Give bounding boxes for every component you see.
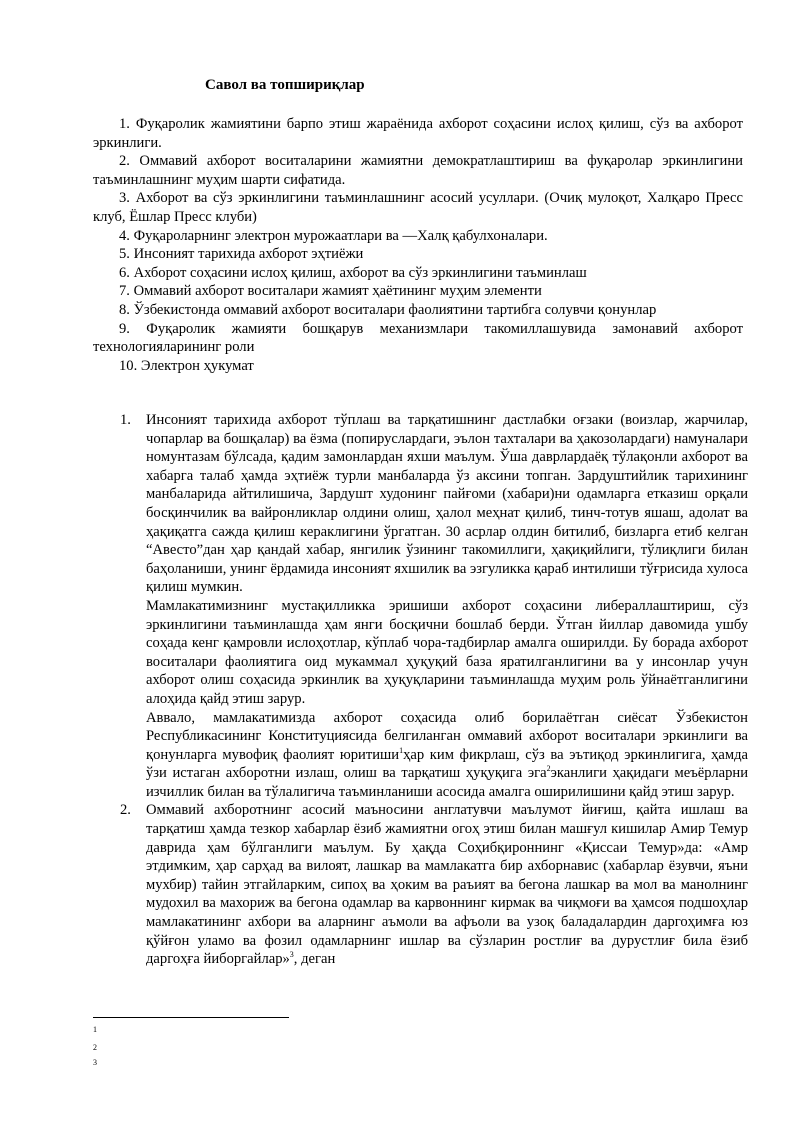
question-item: 3. Ахборот ва сўз эркинлигини таъминлашнинг асосий усуллари. (Очиқ мулоқот, Халқаро Пресс клуб, Ёшлар Пресс клуби) <box>93 190 743 225</box>
section-heading: Савол ва топшириқлар <box>205 77 365 93</box>
question-item: 10. Электрон ҳукумат <box>119 357 254 374</box>
answer-item-1 <box>120 411 748 801</box>
footnote-number: 1 <box>93 1025 97 1034</box>
paragraph-text: Аввало, мамлакатимизда ахборот соҳасида олиб борилаётган сиёсат Ўзбекистон Республикасининг Конституциясида белгиланган оммавий ахборот воситалари эркинлиги ва қонунларга мувофиқ фаолият юритиши <box>146 709 748 763</box>
answer-paragraph: Мамлакатимизнинг мустақилликка эришиши ахборот соҳасини либераллаштириш, сўз эркинлигини таъминлашда ҳам янги босқични бошлаб берди. Ўтган йиллар давомида ушбу соҳада кенг қамровли ислоҳотлар, кўплаб чора-тадбирлар амалга оширилди. Бу борада ахборот воситалари фаолиятига оид мукаммал ҳуқуқий база яратилганлигини ва у инсонлар учун ахборот олиш соҳасида эркинлик ва ҳуқуқларини таъминлашда муҳим роль ўйнаётганлигини алоҳида қайд этиш зарур. <box>146 597 748 707</box>
question-item: 7. Оммавий ахборот воситалари жамият ҳаётининг муҳим элементи <box>119 283 542 300</box>
footnote-ref[interactable]: 3 <box>289 950 294 960</box>
question-item: 5. Инсоният тарихида ахборот эҳтиёжи <box>119 246 364 263</box>
footnote-ref[interactable]: 1 <box>399 745 404 755</box>
question-item: 2. Оммавий ахборот воситаларини жамиятни демократлаштириш ва фуқаролар эркинлигини таъминлашнинг муҳим шарти сифатида. <box>93 153 743 188</box>
footnote-number: 2 <box>93 1043 97 1052</box>
paragraph-text: ҳар ким фикрлаш, сўз ва эътиқод эркинлигига, ҳамда ўзи истаган ахборотни излаш, олиш ва тарқатиш ҳуқуқига эга <box>146 746 748 782</box>
question-item: 6. Ахборот соҳасини ислоҳ қилиш, ахборот ва сўз эркинлигини таъминлаш <box>119 264 587 281</box>
question-list <box>93 115 743 375</box>
answer-body <box>146 411 748 801</box>
answer-paragraph <box>146 709 748 802</box>
answer-paragraph <box>146 801 748 968</box>
answer-number: 1. <box>120 412 131 428</box>
question-item: 8. Ўзбекистонда оммавий ахборот воситалари фаолиятини тартибга солувчи қонунлар <box>119 301 657 318</box>
footnote-number: 3 <box>93 1058 97 1067</box>
answer-body <box>146 801 748 968</box>
paragraph-text: , деган <box>293 951 336 968</box>
answer-list <box>120 411 748 969</box>
paragraph-text: Оммавий ахборотнинг асосий маъносини англатувчи маълумот йиғиш, қайта ишлаш ва тарқатиш ҳамда тезкор хабарлар ёзиб жамиятни огоҳ этиш билан машғул кишилар Амир Темур даврида ҳам бўлганлиги маълум. Бу ҳақда Соҳибқироннинг «Қиссаи Темур»да: «Амр этдимким, ҳар сарҳад ва вилоят, лашкар ва мамлакатга бир ахборнавис (хабарлар ёзувчи, яъни мухбир) тайин этгайларким, сипоҳ ва ҳоким ва раъият ва бегона лашкар ва мол ва манолнинг мудохил ва махориж ва бегона одамлар ва карвоннинг кирмак ва чиқмоғи ва ҳамсоя подшоҳлар мамлакатининг ахбори ва аларнинг аъмоли ва афъоли ва узоқ баладалардин даргоҳимға юз қўйғон уламо ва фозил одамларнинг ишлар ва сўзларин ростлиғ ва дурустлиғ била ёзиб даргоҳға йиборгайлар» <box>146 802 748 968</box>
answer-number: 2. <box>120 802 131 819</box>
footnote-ref[interactable]: 2 <box>546 764 551 774</box>
answer-paragraph: Инсоният тарихида ахборот тўплаш ва тарқатишнинг дастлабки оғзаки (воизлар, жарчилар, чопарлар ва бошқалар) ва ёзма (попируслардаги, эълон тахталари ва ҳакозолардаги) намуналари номунтазам бўлсада, қадим замонлардан яхши маълум. Ўша даврлардаёқ тўлақонли ахборот ва хабарга талаб ҳамда эҳтиёж турли манбаларда ўз аксини топган. Зардуштийлик тарихининг манбаларида айтилишича, Зардушт худонинг пайғоми (хабари)ни одамларга етказиш орқали босқинчилик ва вайронликлар олдини олиш, ҳалол меҳнат қилиб, тинч-тотув яшаш, адолат ва ҳақиқатга сажда қилиш кераклигини ўргатган. 30 асрлар олдин битилиб, бизларга етиб келган “Авесто”дан ҳар қандай хабар, янгилик ўзининг такомиллиги, ҳақиқийлиги, тўлиқлиги билан баҳоланиши, унинг ёрдамида инсоният яхшилик ва эзгуликка қараб интилиши тўғрисида хулоса қилиш мумкин. <box>146 412 748 596</box>
footnote-separator <box>93 1017 289 1018</box>
question-item: 9. Фуқаролик жамияти бошқарув механизмлари такомиллашувида замонавий ахборот технологияларининг роли <box>93 320 743 356</box>
question-item: 1. Фуқаролик жамиятини барпо этиш жараёнида ахборот соҳасини ислоҳ қилиш, сўз ва ахборот эркинлиги. <box>93 116 743 151</box>
question-item: 4. Фуқароларнинг электрон мурожаатлари ва —Халқ қабулхоналари. <box>119 227 548 244</box>
answer-item-2 <box>120 801 748 968</box>
paragraph-text: эканлиги ҳақидаги меъёрларни изчиллик билан ва тўлалигича таъминланиши асосида амалга оширилишини қайд этиш зарур. <box>146 765 749 800</box>
